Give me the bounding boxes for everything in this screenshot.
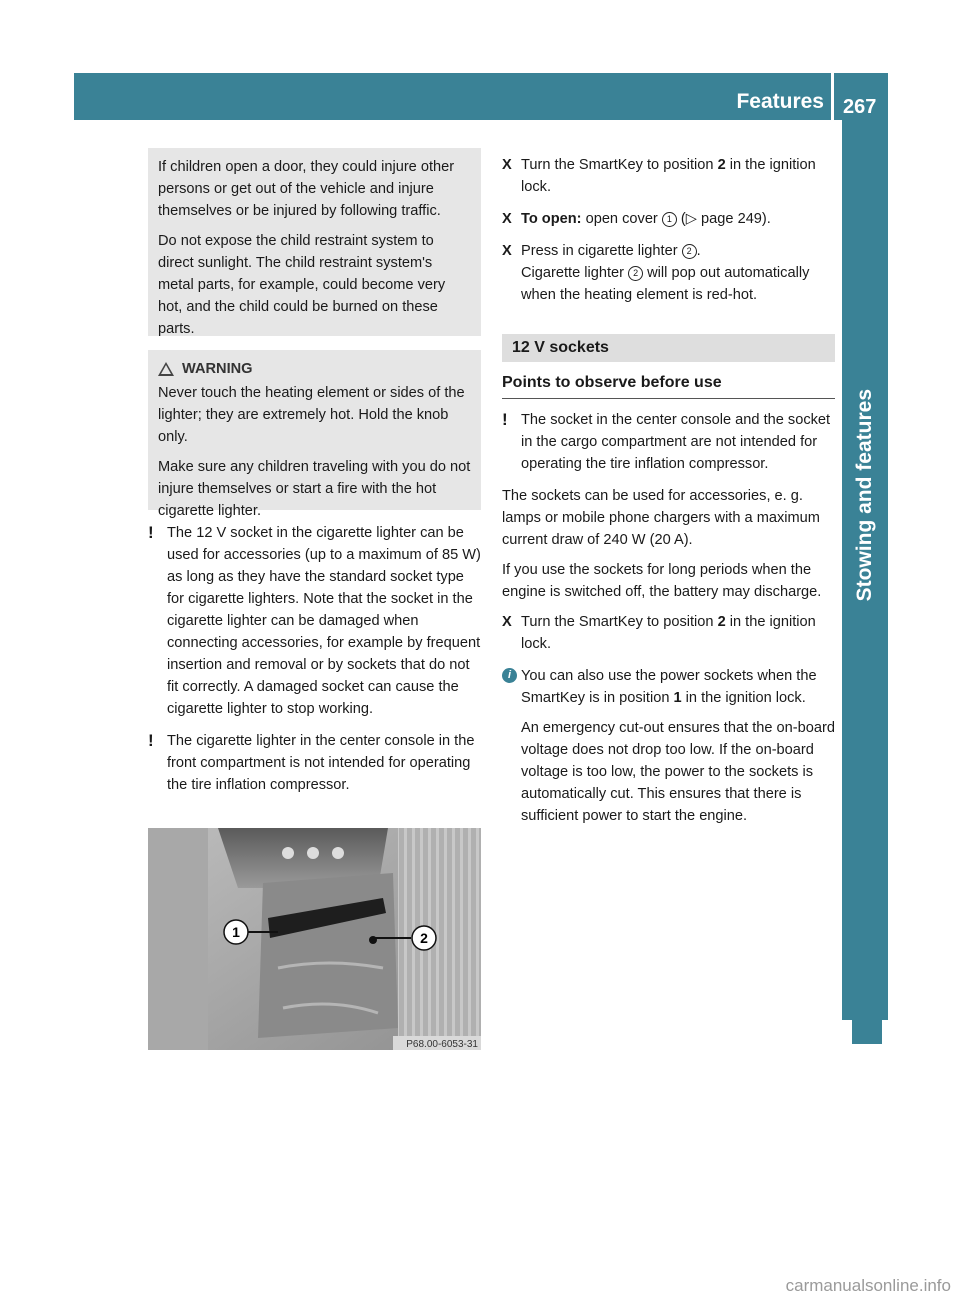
text: in the ignition lock. [521, 157, 816, 195]
step-turn-smartkey [502, 154, 835, 198]
note-sockets [502, 409, 835, 475]
exclamation-icon: ! [148, 523, 154, 542]
warning-triangle-icon [158, 362, 174, 376]
step-arrow-icon: X [502, 157, 512, 173]
warning-box [148, 350, 481, 519]
cigarette-lighter-photo [148, 828, 481, 1050]
callout-ref: 2 [682, 244, 697, 259]
section-heading: 12 V sockets [502, 334, 835, 362]
text: open cover [581, 211, 662, 227]
exclamation-icon: ! [148, 731, 154, 750]
child-safety-text-2: Do not expose the child restraint system to direct sunlight. The child restraint system's metal parts, for example, could become very hot, and the child could be burned on these parts. [158, 233, 446, 337]
text: in the ignition lock. [521, 614, 816, 652]
info-icon: i [502, 668, 517, 683]
text: Cigarette lighter [521, 265, 629, 281]
info-note [502, 665, 835, 827]
chapter-title: Features [736, 90, 824, 113]
step-arrow-icon: X [502, 614, 512, 630]
text: Turn the SmartKey to position [521, 157, 718, 173]
text: will pop out automatically when the heating element is red-hot. [521, 265, 810, 303]
step-open-cover [502, 208, 835, 230]
position-value: 2 [717, 157, 726, 173]
left-column [148, 148, 481, 806]
warning-heading [158, 358, 471, 380]
text: in the ignition lock. [681, 690, 806, 706]
side-tab-label: Stowing and features [853, 388, 876, 602]
paragraph-accessories: The sockets can be used for accessories, e. g. lamps or mobile phone chargers with a maximum current draw of 240 W (20 A). [502, 488, 820, 548]
watermark: carmanualsonline.info [785, 1276, 951, 1295]
step-label: To open: [521, 211, 582, 227]
photo-code: P68.00-6053-31 [406, 1039, 478, 1050]
warning-text-1: Never touch the heating element or sides of the lighter; they are extremely hot. Hold the knob only. [158, 385, 465, 445]
step-arrow-icon: X [502, 211, 512, 227]
child-safety-text-1: If children open a door, they could injure other persons or get out of the vehicle and injure themselves or be injured by following traffic. [158, 159, 455, 219]
warning-text-2: Make sure any children traveling with you do not injure themselves or start a fire with the hot cigarette lighter. [158, 459, 471, 519]
callout-ref: 1 [662, 212, 677, 227]
side-tab-square [852, 1014, 882, 1044]
text: Press in cigarette lighter [521, 243, 682, 259]
callout-2 [412, 926, 436, 950]
note-12v-socket [148, 522, 481, 720]
header-separator [831, 73, 834, 120]
note-compressor [148, 730, 481, 796]
note-text: The socket in the center console and the socket in the cargo compartment are not intended for operating the tire inflation compressor. [521, 412, 831, 472]
callout-ref: 2 [628, 266, 643, 281]
note-text: The 12 V socket in the cigarette lighter can be used for accessories (up to a maximum of 85 W) as long as they have the standard socket type for cigarette lighters. Note that the socket in the cigarette lighter can be damaged when connecting accessories, for example by frequent insertion and removal or by sockets that do not fit correctly. A damaged socket can cause the cigarette lighter to stop working. [167, 525, 481, 717]
position-value: 1 [673, 690, 682, 706]
subsection-heading: Points to observe before use [502, 362, 835, 399]
page-ref: (▷ page 249). [676, 211, 771, 227]
right-column [502, 154, 835, 837]
callout-1 [224, 920, 248, 944]
step-turn-smartkey-2 [502, 611, 835, 655]
exclamation-icon: ! [502, 410, 508, 429]
position-value: 2 [717, 614, 726, 630]
svg-text:2: 2 [420, 930, 428, 946]
text: Turn the SmartKey to position [521, 614, 718, 630]
svg-text:1: 1 [232, 924, 240, 940]
notes [148, 522, 481, 796]
text: You can also use the power sockets when the SmartKey is in position [521, 668, 817, 706]
paragraph-battery: If you use the sockets for long periods when the engine is switched off, the battery may discharge. [502, 562, 822, 600]
info-text: An emergency cut-out ensures that the on-board voltage does not drop too low. If the on-board voltage is too low, the power to the sockets is automatically cut. This ensures that there is sufficient power to start the engine. [521, 720, 835, 824]
side-tab-label-box [842, 345, 888, 645]
page-number: 267 [843, 96, 877, 118]
note-text: The cigarette lighter in the center console in the front compartment is not intended for operating the tire inflation compressor. [167, 733, 475, 793]
child-safety-box [148, 148, 481, 336]
warning-label: WARNING [182, 361, 253, 377]
step-press-lighter [502, 240, 835, 306]
step-arrow-icon: X [502, 243, 512, 259]
text: . [696, 243, 701, 259]
